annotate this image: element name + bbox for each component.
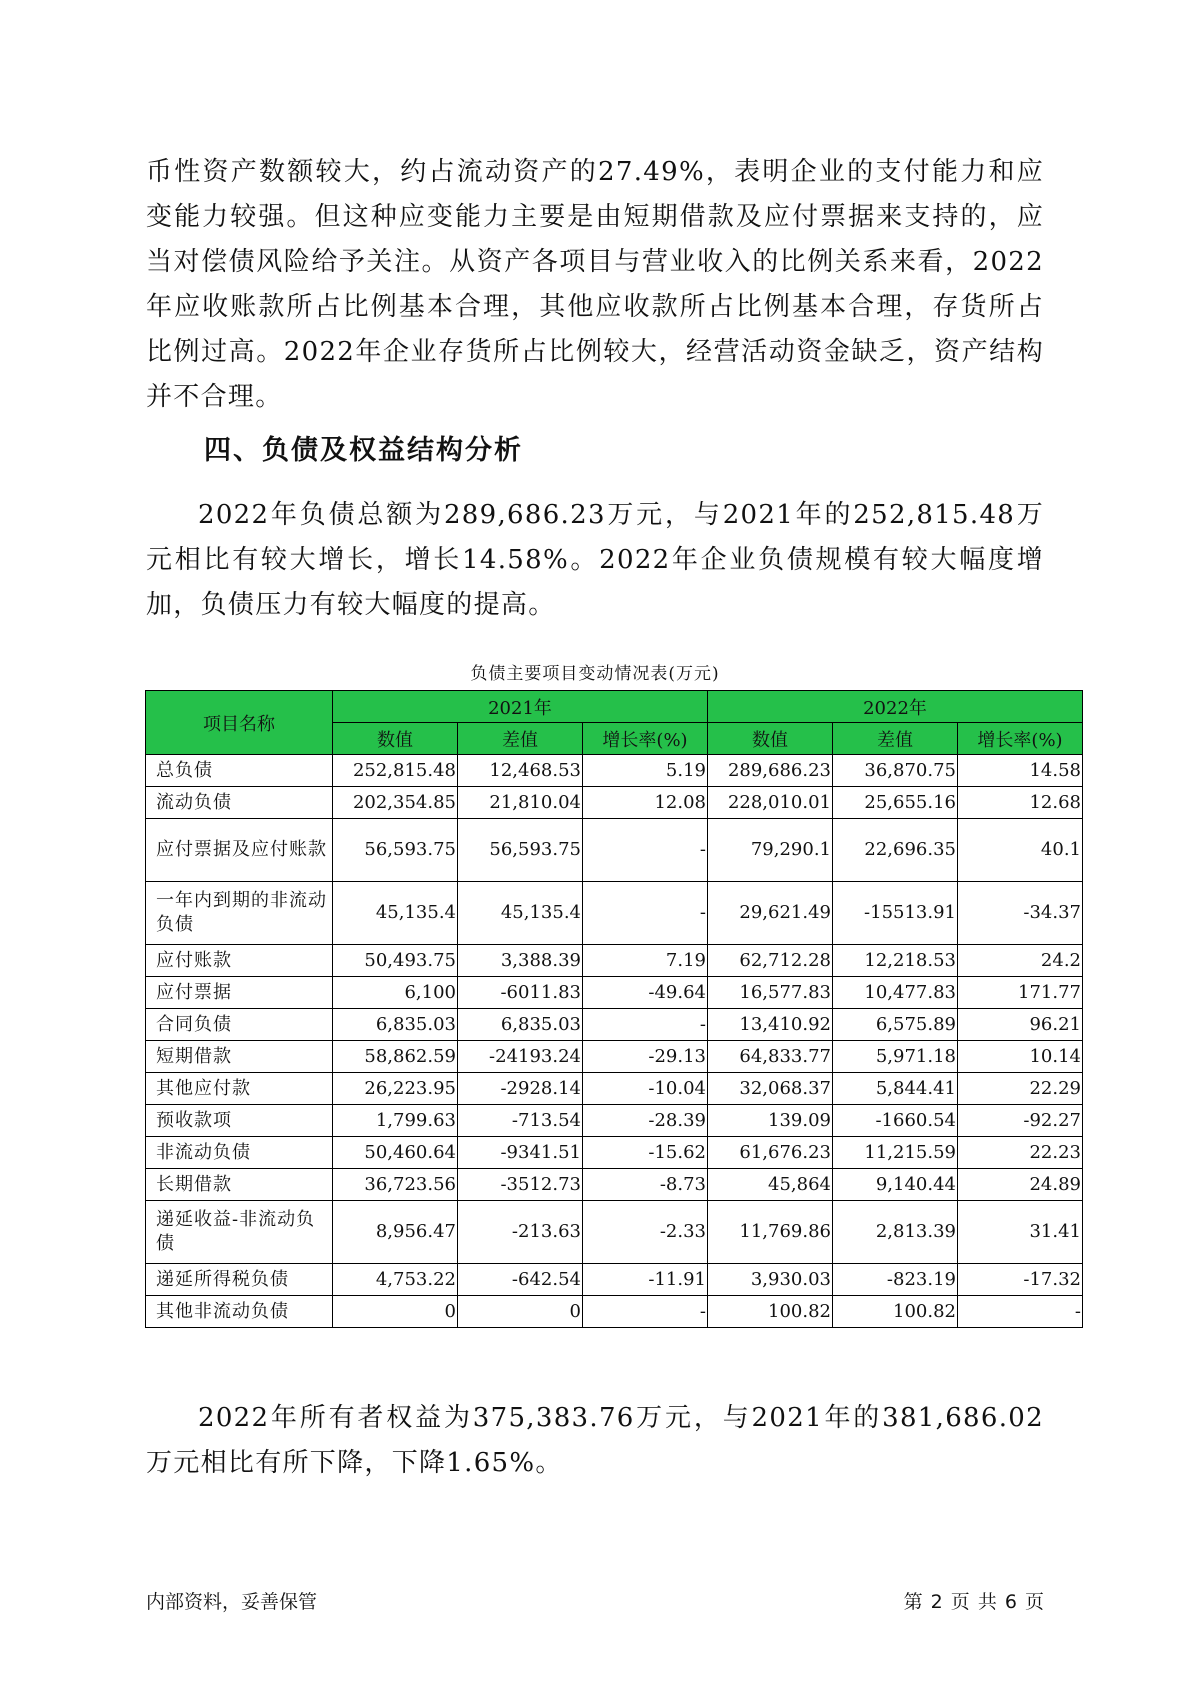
subheader-value: 数值 [333,723,458,755]
row-item-name: 流动负债 [146,787,333,819]
row-cell-value: -17.32 [958,1264,1083,1296]
row-cell-value: 50,460.64 [333,1137,458,1169]
row-cell-value: 36,723.56 [333,1169,458,1201]
table-row [146,1073,1083,1105]
row-cell-value: 3,930.03 [708,1264,833,1296]
row-cell-value: -15.62 [583,1137,708,1169]
table-caption: 负债主要项目变动情况表(万元) [470,664,720,684]
row-cell-value: 289,686.23 [708,755,833,787]
row-cell-value: -642.54 [458,1264,583,1296]
subheader-growth-rate: 增长率(%) [958,723,1083,755]
subheader-difference: 差值 [833,723,958,755]
row-cell-value: 100.82 [833,1296,958,1328]
row-cell-value: 6,100 [333,977,458,1009]
row-cell-value: 12.08 [583,787,708,819]
row-item-name: 一年内到期的非流动负债 [146,882,333,945]
row-cell-value: 64,833.77 [708,1041,833,1073]
table-row [146,945,1083,977]
row-cell-value: 5,971.18 [833,1041,958,1073]
row-cell-value: 61,676.23 [708,1137,833,1169]
header-year-2022: 2022年 [708,691,1083,723]
row-cell-value: - [958,1296,1083,1328]
table-row [146,1296,1083,1328]
row-cell-value: 5,844.41 [833,1073,958,1105]
header-year-2021: 2021年 [333,691,708,723]
row-cell-value: 5.19 [583,755,708,787]
row-cell-value: -9341.51 [458,1137,583,1169]
row-cell-value: 40.1 [958,819,1083,882]
table-row [146,755,1083,787]
row-cell-value: 22.23 [958,1137,1083,1169]
row-cell-value: 50,493.75 [333,945,458,977]
row-cell-value: -28.39 [583,1105,708,1137]
row-cell-value: 10.14 [958,1041,1083,1073]
table-row [146,819,1083,882]
row-cell-value: 252,815.48 [333,755,458,787]
row-cell-value: 171.77 [958,977,1083,1009]
table-row [146,882,1083,945]
row-cell-value: -8.73 [583,1169,708,1201]
header-item-name: 项目名称 [146,691,333,755]
table-row [146,1169,1083,1201]
row-cell-value: -213.63 [458,1201,583,1264]
row-cell-value: 24.89 [958,1169,1083,1201]
row-cell-value: 12,468.53 [458,755,583,787]
row-cell-value: 10,477.83 [833,977,958,1009]
row-cell-value: 12.68 [958,787,1083,819]
body-paragraph: 2022年所有者权益为375,383.76万元，与2021年的381,686.02万元相比有所下降，下降1.65%。 [146,1403,1044,1478]
row-cell-value: 22,696.35 [833,819,958,882]
row-item-name: 递延所得税负债 [146,1264,333,1296]
table-row [146,1009,1083,1041]
row-item-name: 预收款项 [146,1105,333,1137]
section-heading: 四、负债及权益结构分析 [204,435,523,466]
row-cell-value: - [583,819,708,882]
row-cell-value: - [583,1296,708,1328]
row-item-name: 应付账款 [146,945,333,977]
row-cell-value: 139.09 [708,1105,833,1137]
table-row [146,1264,1083,1296]
subheader-growth-rate: 增长率(%) [583,723,708,755]
row-cell-value: 31.41 [958,1201,1083,1264]
row-item-name: 应付票据及应付账款 [146,819,333,882]
row-cell-value: 58,862.59 [333,1041,458,1073]
row-item-name: 长期借款 [146,1169,333,1201]
row-cell-value: -34.37 [958,882,1083,945]
liability-table [145,690,1083,1328]
subheader-value: 数值 [708,723,833,755]
row-cell-value: -2.33 [583,1201,708,1264]
table-row [146,1105,1083,1137]
subheader-difference: 差值 [458,723,583,755]
row-cell-value: 12,218.53 [833,945,958,977]
row-cell-value: 6,575.89 [833,1009,958,1041]
row-cell-value: 0 [458,1296,583,1328]
row-cell-value: 100.82 [708,1296,833,1328]
table-row [146,1041,1083,1073]
row-cell-value: -3512.73 [458,1169,583,1201]
row-cell-value: 79,290.1 [708,819,833,882]
table-header-row [146,691,1083,723]
footer-page-number: 第 2 页 共 6 页 [903,1591,1045,1613]
table-row [146,977,1083,1009]
row-item-name: 非流动负债 [146,1137,333,1169]
row-cell-value: 11,769.86 [708,1201,833,1264]
row-cell-value: -11.91 [583,1264,708,1296]
row-cell-value: 96.21 [958,1009,1083,1041]
row-cell-value: 8,956.47 [333,1201,458,1264]
row-cell-value: -24193.24 [458,1041,583,1073]
row-item-name: 其他非流动负债 [146,1296,333,1328]
row-item-name: 合同负债 [146,1009,333,1041]
row-cell-value: -6011.83 [458,977,583,1009]
row-item-name: 递延收益-非流动负债 [146,1201,333,1264]
row-cell-value: 36,870.75 [833,755,958,787]
row-cell-value: - [583,1009,708,1041]
row-cell-value: 56,593.75 [458,819,583,882]
row-cell-value: -823.19 [833,1264,958,1296]
row-cell-value: 25,655.16 [833,787,958,819]
row-item-name: 应付票据 [146,977,333,1009]
row-cell-value: 6,835.03 [458,1009,583,1041]
row-cell-value: 228,010.01 [708,787,833,819]
row-cell-value: 22.29 [958,1073,1083,1105]
row-cell-value: -2928.14 [458,1073,583,1105]
row-cell-value: -49.64 [583,977,708,1009]
body-paragraph: 2022年负债总额为289,686.23万元，与2021年的252,815.48万元相比有较大增长，增长14.58%。2022年企业负债规模有较大幅度增加，负债压力有较大幅度的提高。 [146,500,1044,620]
row-cell-value: 13,410.92 [708,1009,833,1041]
row-cell-value: 1,799.63 [333,1105,458,1137]
row-cell-value: 21,810.04 [458,787,583,819]
row-cell-value: 11,215.59 [833,1137,958,1169]
row-cell-value: 24.2 [958,945,1083,977]
row-cell-value: 6,835.03 [333,1009,458,1041]
row-cell-value: 7.19 [583,945,708,977]
row-cell-value: 29,621.49 [708,882,833,945]
row-cell-value: 62,712.28 [708,945,833,977]
body-paragraph: 币性资产数额较大，约占流动资产的27.49%，表明企业的支付能力和应变能力较强。但这种应变能力主要是由短期借款及应付票据来支持的，应当对偿债风险给予关注。从资产各项目与营业收入的比例关系来看，2022年应收账款所占比例基本合理，其他应收款所占比例基本合理，存货所占比例过高。2022年企业存货所占比例较大，经营活动资金缺乏，资产结构并不合理。 [146,157,1044,412]
row-cell-value: 9,140.44 [833,1169,958,1201]
row-cell-value: 45,135.4 [458,882,583,945]
row-cell-value: -1660.54 [833,1105,958,1137]
table-body [146,755,1083,1328]
row-cell-value: 16,577.83 [708,977,833,1009]
row-item-name: 总负债 [146,755,333,787]
row-cell-value: 202,354.85 [333,787,458,819]
row-cell-value: -29.13 [583,1041,708,1073]
row-cell-value: 56,593.75 [333,819,458,882]
table-row [146,1137,1083,1169]
row-cell-value: 14.58 [958,755,1083,787]
row-cell-value: - [583,882,708,945]
row-item-name: 短期借款 [146,1041,333,1073]
row-cell-value: 0 [333,1296,458,1328]
row-cell-value: 45,864 [708,1169,833,1201]
liability-table-container [145,690,1081,1328]
row-cell-value: -15513.91 [833,882,958,945]
table-row [146,1201,1083,1264]
row-cell-value: -10.04 [583,1073,708,1105]
row-cell-value: -713.54 [458,1105,583,1137]
row-cell-value: 4,753.22 [333,1264,458,1296]
table-row [146,787,1083,819]
row-cell-value: -92.27 [958,1105,1083,1137]
row-cell-value: 26,223.95 [333,1073,458,1105]
row-cell-value: 3,388.39 [458,945,583,977]
row-cell-value: 45,135.4 [333,882,458,945]
row-cell-value: 32,068.37 [708,1073,833,1105]
footer-confidential-note: 内部资料，妥善保管 [146,1591,318,1613]
row-cell-value: 2,813.39 [833,1201,958,1264]
row-item-name: 其他应付款 [146,1073,333,1105]
